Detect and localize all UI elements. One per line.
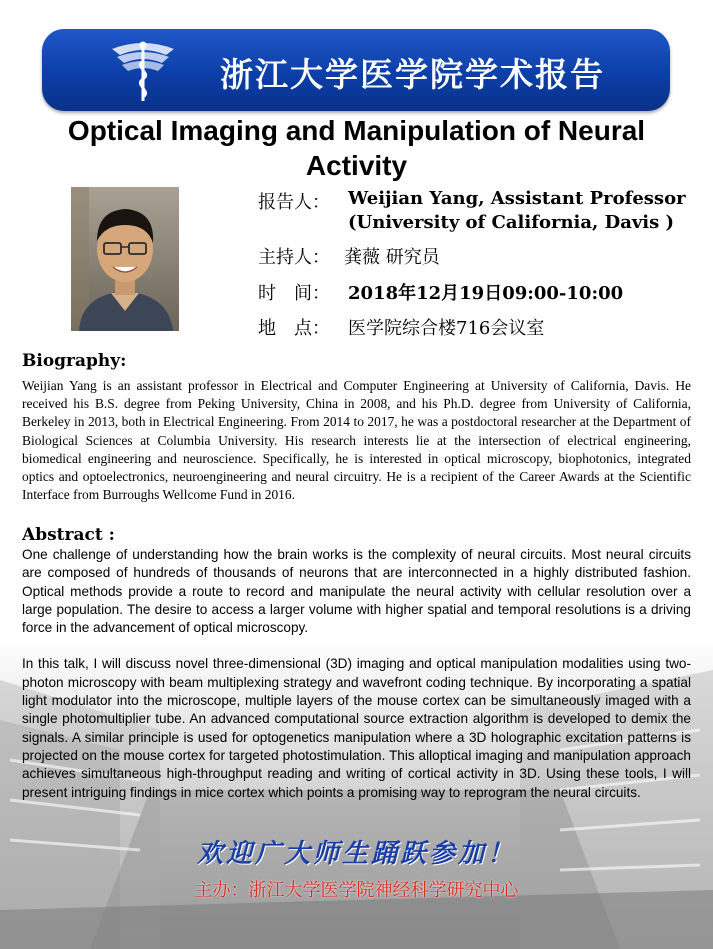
- speaker-name: Weijian Yang, Assistant Professor: [348, 188, 686, 209]
- biography-heading: Biography:: [22, 351, 127, 371]
- welcome-slogan: 欢迎广大师生踊跃参加！: [196, 839, 516, 869]
- place-value: 医学院综合楼716会议室: [348, 318, 545, 339]
- university-logo-icon: [108, 35, 178, 105]
- abstract-paragraph-1: One challenge of understanding how the brain works is the complexity of neural circuits. Most neural circuits are composed of hundreds of thousands of neurons that are interconnected in a highly distributed fashion. Optical methods provide a route to record and manipulate the neural activity with cellular resolution over a large population. The desire to access a larger volume with higher spatial and temporal resolutions is a driving force in the advancement of optical microscopy.: [22, 547, 691, 636]
- header-title: 浙江大学医学院学术报告: [220, 55, 605, 94]
- abstract-paragraph-2: In this talk, I will discuss novel three-dimensional (3D) imaging and optical manipulation modalities using two-photon microscopy with beam multiplexing strategy and wavefront coding technique. By incorporating a spatial light modulator into the microscope, multiple layers of the mouse cortex can be simultaneously imaged with a single photomultiplier tube. An advanced computational source extraction algorithm is developed to demix the signals. A similar principle is used for optogenetics manipulation where a 3D holographic excitation patterns is projected on the mouse cortex for targeted photostimulation. This alloptical imaging and manipulation approach achieves simultaneous high-throughput reading and writing of cortical activity in 3D. Using these tools, I will present intriguing findings in mice cortex which points a promising way to reprogram the neural circuits.: [22, 656, 691, 800]
- speaker-label: 报告人：: [258, 192, 330, 213]
- speaker-affiliation: (University of California, Davis ): [348, 212, 675, 233]
- organizer-line: 主办：浙江大学医学院神经科学研究中心: [194, 880, 519, 901]
- host-name: 龚薇 研究员: [344, 247, 440, 268]
- abstract-heading: Abstract :: [22, 525, 115, 545]
- host-label: 主持人：: [258, 247, 330, 268]
- place-label: 地 点：: [258, 318, 330, 339]
- abstract-text: [22, 546, 691, 802]
- biography-text: Weijian Yang is an assistant professor in Electrical and Computer Engineering at University of California, Davis. He received his B.S. degree from Peking University, China in 2008, and his Ph.D. degree from University of California, Berkeley in 2013, both in Electrical Engineering. From 2014 to 2017, he was a postdoctoral researcher at the Department of Biological Sciences at Columbia University. His research interests lie at the intersection of electrical engineering, biomedical engineering and neuroscience. Specifically, he is interested in optical microscopy, biophotonics, integrated optics and optoelectronics, neuroengineering and neural circuitry. He is a recipient of the Career Awards at the Scientific Interface from Burroughs Wellcome Fund in 2016.: [22, 378, 691, 503]
- header-banner: [42, 29, 670, 111]
- speaker-photo: [71, 187, 179, 331]
- talk-title: Optical Imaging and Manipulation of Neural Activity: [67, 115, 646, 181]
- time-value: 2018年12月19日09:00-10:00: [348, 283, 624, 304]
- time-label: 时 间：: [258, 283, 330, 304]
